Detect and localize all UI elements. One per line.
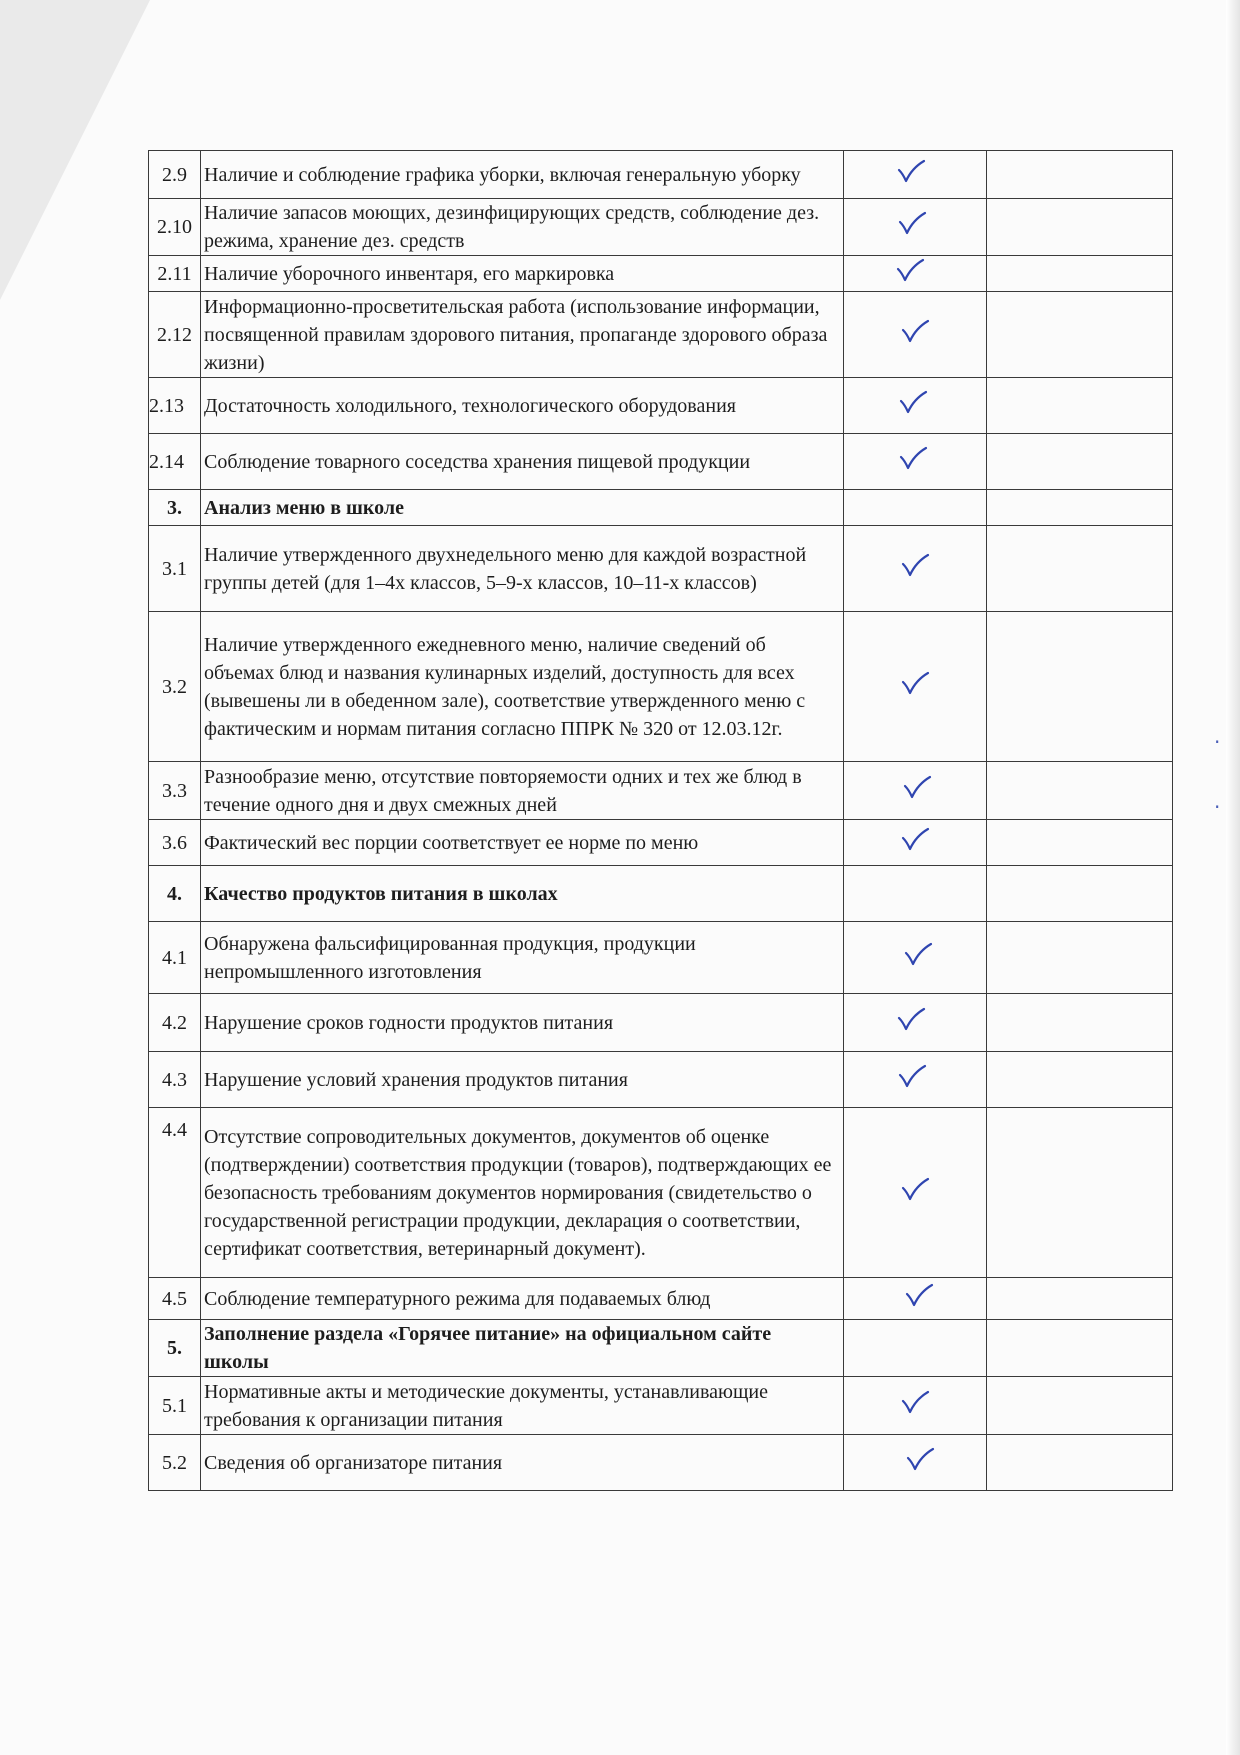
checklist-row [149,1052,1173,1108]
margin-mark: · [1214,795,1221,819]
checkmark-icon [896,1007,926,1031]
check-cell [844,762,987,820]
check-cell [844,1052,987,1108]
checklist-row [149,151,1173,199]
notes-cell [987,762,1173,820]
check-cell [844,1320,987,1377]
check-cell [844,151,987,199]
item-number: 4.5 [149,1278,201,1320]
item-description: Соблюдение товарного соседства хранения пищевой продукции [201,434,844,490]
item-description: Качество продуктов питания в школах [201,866,844,922]
checklist-row [149,922,1173,994]
item-number: 5.1 [149,1377,201,1435]
notes-cell [987,490,1173,526]
item-number: 3.6 [149,820,201,866]
item-number: 2.12 [149,292,201,378]
checklist-row [149,526,1173,612]
item-number: 2.11 [149,256,201,292]
notes-cell [987,1377,1173,1435]
check-cell [844,1108,987,1278]
check-cell [844,1278,987,1320]
item-description: Нарушение условий хранения продуктов питания [201,1052,844,1108]
item-number: 2.9 [149,151,201,199]
check-cell [844,378,987,434]
check-cell [844,292,987,378]
scan-edge [1226,0,1240,1755]
notes-cell [987,820,1173,866]
notes-cell [987,1278,1173,1320]
check-cell [844,490,987,526]
notes-cell [987,434,1173,490]
scan-shadow [0,0,150,300]
checkmark-icon [897,1064,927,1088]
item-description: Наличие запасов моющих, дезинфицирующих средств, соблюдение дез. режима, хранение дез. средств [201,199,844,256]
checklist-row [149,1377,1173,1435]
check-cell [844,820,987,866]
check-cell [844,866,987,922]
section-header-row [149,1320,1173,1377]
item-description: Соблюдение температурного режима для подаваемых блюд [201,1278,844,1320]
item-number: 2.13 [149,378,201,434]
notes-cell [987,526,1173,612]
checklist-row [149,434,1173,490]
section-header-row [149,490,1173,526]
item-number: 2.14 [149,434,201,490]
item-description: Фактический вес порции соответствует ее норме по меню [201,820,844,866]
section-header-row [149,866,1173,922]
check-cell [844,526,987,612]
notes-cell [987,866,1173,922]
check-cell [844,994,987,1052]
checkmark-icon [900,1177,930,1201]
item-number: 4.2 [149,994,201,1052]
checklist-row [149,612,1173,762]
notes-cell [987,199,1173,256]
item-description: Наличие уборочного инвентаря, его маркировка [201,256,844,292]
item-description: Наличие утвержденного ежедневного меню, наличие сведений об объемах блюд и названия кулинарных изделий, доступность для всех (вывешены ли в обеденном зале), соответствие утвержденного меню с фактическим и нормам питания согласно ППРК № 320 от 12.03.12г. [201,612,844,762]
item-number: 3. [149,490,201,526]
item-number: 3.2 [149,612,201,762]
check-cell [844,1435,987,1491]
inspection-checklist-table [148,150,1173,1491]
notes-cell [987,1108,1173,1278]
checkmark-icon [903,942,933,966]
notes-cell [987,922,1173,994]
notes-cell [987,292,1173,378]
item-number: 3.3 [149,762,201,820]
check-cell [844,612,987,762]
checkmark-icon [898,390,928,414]
item-description: Достаточность холодильного, технологического оборудования [201,378,844,434]
notes-cell [987,1052,1173,1108]
notes-cell [987,1320,1173,1377]
checklist-row [149,1278,1173,1320]
item-number: 4. [149,866,201,922]
item-description: Информационно-просветительская работа (использование информации, посвященной правилам здорового питания, пропаганде здорового образа жизни) [201,292,844,378]
checkmark-icon [900,1390,930,1414]
item-number: 5.2 [149,1435,201,1491]
notes-cell [987,1435,1173,1491]
item-description: Наличие и соблюдение графика уборки, включая генеральную уборку [201,151,844,199]
notes-cell [987,378,1173,434]
item-number: 3.1 [149,526,201,612]
checkmark-icon [895,258,925,282]
checkmark-icon [900,319,930,343]
notes-cell [987,256,1173,292]
checklist-row [149,1108,1173,1278]
checkmark-icon [897,211,927,235]
item-number: 4.1 [149,922,201,994]
notes-cell [987,151,1173,199]
checklist-row [149,199,1173,256]
checklist-row [149,820,1173,866]
item-description: Анализ меню в школе [201,490,844,526]
checkmark-icon [900,671,930,695]
item-description: Обнаружена фальсифицированная продукция, продукции непромышленного изготовления [201,922,844,994]
check-cell [844,922,987,994]
checkmark-icon [902,775,932,799]
item-number: 4.4 [149,1108,201,1278]
item-description: Разнообразие меню, отсутствие повторяемости одних и тех же блюд в течение одного дня и двух смежных дней [201,762,844,820]
item-description: Заполнение раздела «Горячее питание» на официальном сайте школы [201,1320,844,1377]
item-description: Отсутствие сопроводительных документов, документов об оценке (подтверждении) соответствия продукции (товаров), подтверждающих ее безопасность требованиям документов нормирования (свидетельство о государственной регистрации продукции, декларация о соответствии, сертификат соответствия, ветеринарный документ). [201,1108,844,1278]
checkmark-icon [904,1283,934,1307]
notes-cell [987,612,1173,762]
margin-mark: · [1214,730,1221,754]
check-cell [844,256,987,292]
checkmark-icon [900,553,930,577]
checkmark-icon [900,827,930,851]
item-description: Наличие утвержденного двухнедельного меню для каждой возрастной группы детей (для 1–4х классов, 5–9-х классов, 10–11-х классов) [201,526,844,612]
item-description: Нормативные акты и методические документы, устанавливающие требования к организации питания [201,1377,844,1435]
checklist-row [149,292,1173,378]
item-number: 4.3 [149,1052,201,1108]
checklist-row [149,1435,1173,1491]
checklist-row [149,762,1173,820]
item-description: Нарушение сроков годности продуктов питания [201,994,844,1052]
notes-cell [987,994,1173,1052]
check-cell [844,199,987,256]
checklist-row [149,378,1173,434]
checkmark-icon [905,1447,935,1471]
item-number: 5. [149,1320,201,1377]
checkmark-icon [898,446,928,470]
checkmark-icon [896,159,926,183]
check-cell [844,434,987,490]
checklist-row [149,994,1173,1052]
item-description: Сведения об организаторе питания [201,1435,844,1491]
check-cell [844,1377,987,1435]
checklist-row [149,256,1173,292]
item-number: 2.10 [149,199,201,256]
